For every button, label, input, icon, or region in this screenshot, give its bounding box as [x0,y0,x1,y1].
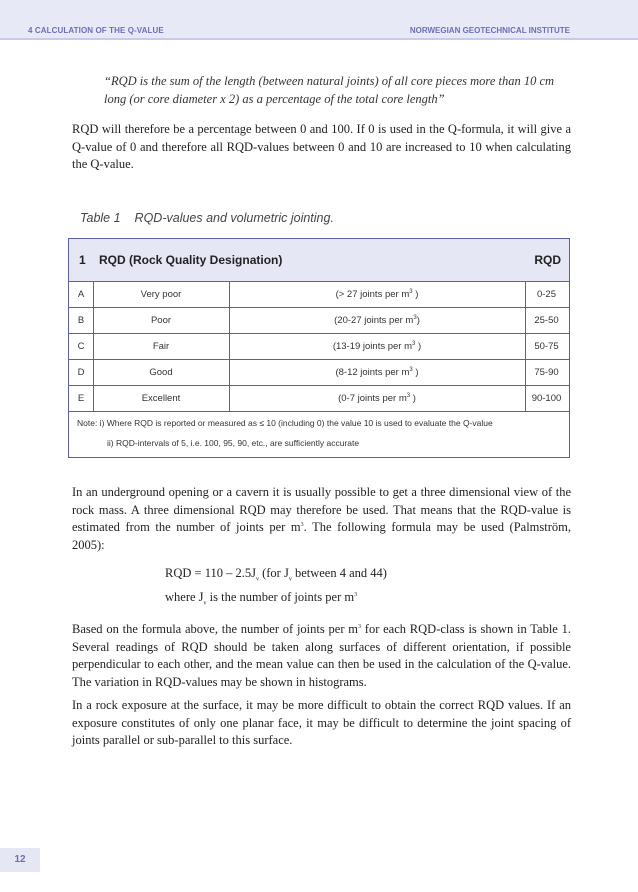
row-description: Poor [93,308,230,333]
row-description: Fair [93,334,230,359]
table-row [69,360,569,386]
table-note-1: Note: i) Where RQD is reported or measured as ≤ 10 (including 0) the value 10 is used to evaluate the Q-value [77,418,493,428]
row-joints: (20-27 joints per $m^3$) [229,308,526,333]
row-description: Good [93,360,230,385]
table-notes [69,412,569,457]
table-header [69,239,569,282]
table-row [69,282,569,308]
row-joints: (0-7 joints per $m^3$ ) [229,386,526,411]
table-row [69,308,569,334]
table-note-2: ii) RQD-intervals of 5, i.e. 100, 95, 90, etc., are sufficiently accurate [107,438,360,448]
row-id: E [69,386,94,411]
rqd-formula: RQD = $110 - 2.5J_v$ (for $J_v$ between 4 and 44) [165,566,387,583]
table-header-number: 1 [79,253,86,267]
paragraph-rqd-class: Based on the formula above, the number of joints per $m^3$ for each RQD-class is shown in Table 1. Several readings of RQD should be taken along surfaces of different orientation, if possible perpendicular to each other, and the mean value can then be used in the calculation of the Q-value. The variation in RQD-values may be shown in histograms. [72,622,571,689]
row-id: C [69,334,94,359]
row-joints: (> 27 joints per $m^3$ ) [229,282,526,307]
paragraph-3d-rqd: In an underground opening or a cavern it is usually possible to get a three dimensional view of the rock mass. A three dimensional RQD may therefore be used. That means that the RQD-value is estimated from the number of joints per $m^3$. The following formula may be used (Palmström, 2005): [72,485,571,552]
row-description: Very poor [93,282,230,307]
table-caption [80,211,334,225]
rqd-definition-quote: “RQD is the sum of the length (between natural joints) of all core pieces more than 10 cm long (or core diameter x 2) as a percentage of the total core length” [104,74,555,106]
formula-definition: where $J_v$ is the number of joints per $m^3$ [165,590,358,607]
table-caption-number: Table 1 [80,211,121,225]
row-joints: (13-19 joints per $m^3$ ) [229,334,526,359]
row-rqd: 0-25 [536,289,556,300]
paragraph-surface-exposure: In a rock exposure at the surface, it may be more difficult to obtain the correct RQD values. If an exposure constitutes of only one planar face, it may be difficult to determine the joint spacing of joints parallel or sub-parallel to this surface. [72,698,571,747]
page-header [0,0,638,40]
table-row [69,334,569,360]
rqd-table [68,238,570,458]
table-caption-title: RQD-values and volumetric jointing. [134,211,334,225]
table-header-rqd: RQD [534,253,561,267]
header-institute: NORWEGIAN GEOTECHNICAL INSTITUTE [409,26,570,35]
row-rqd: 25-50 [534,315,559,326]
paragraph-rqd-range: RQD will therefore be a percentage between 0 and 100. If 0 is used in the Q-formula, it will give a Q-value of 0 and therefore all RQD-values between 0 and 10 are increased to 10 when calculating the Q-value. [72,122,571,171]
row-id: D [69,360,94,385]
row-rqd: 90-100 [531,393,562,404]
table-row [69,386,569,412]
row-joints: (8-12 joints per $m^3$ ) [229,360,526,385]
table-header-title: RQD (Rock Quality Designation) [99,253,283,267]
row-id: B [69,308,94,333]
header-chapter: 4 CALCULATION OF THE Q-VALUE [28,26,164,35]
page-number: 12 [0,848,40,872]
row-id: A [69,282,94,307]
row-rqd: 75-90 [534,367,559,378]
row-rqd: 50-75 [534,341,559,352]
row-description: Excellent [93,386,230,411]
